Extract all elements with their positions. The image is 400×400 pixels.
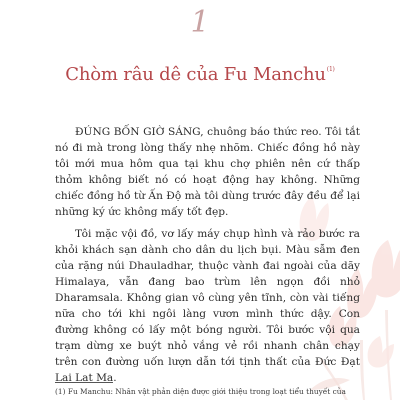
footnote-divider (55, 382, 113, 383)
footnote: (1) Fu Manchu: Nhân vật phản diện được giới thiệu trong loạt tiểu thuyết của (55, 387, 346, 396)
paragraph-1: ĐÚNG BỐN GIỜ SÁNG, chuông báo thức reo. Tôi tắt nó đi mà trong lòng thấy nhẹ nhõm. Chiếc đồng hồ này tôi mới mua hôm qua tại khu chợ phiên nên cứ thấp thỏm không biết nó có hoạt động hay không. Những chiếc đồng hồ từ Ấn Độ mà tôi dùng trước đây đều để lại những ký ức không mấy tốt đẹp. (55, 126, 360, 218)
chapter-number: 1 (190, 5, 210, 40)
footnote-marker: (1) (326, 66, 335, 73)
body-text (55, 125, 360, 387)
chapter-title-text: Chòm râu dê của Fu Manchu (65, 64, 326, 85)
chapter-title (0, 58, 400, 87)
paragraph-2: Tôi mặc vội đồ, vơ lấy máy chụp hình và rảo bước ra khỏi khách sạn dành cho dân du lịch bụi. Màu sẫm đen của rặng núi Dhauladhar, thuộc vành đai ngoài của dãy Himalaya, vẫn đang bao trùm lên ngọn đồi nhỏ Dharamsala. Không gian vô cùng yên tĩnh, còn vài tiếng nữa cho tới khi ngôi làng vươn mình thức dậy. Con đường không có lấy một bóng người. Tôi bước vội qua trạm dừng xe buýt nhỏ vắng vẻ rồi nhanh chân chạy trên con đường uốn lượn dẫn tới tịnh thất của Đức Đạt Lai Lạt Ma. (55, 228, 360, 384)
